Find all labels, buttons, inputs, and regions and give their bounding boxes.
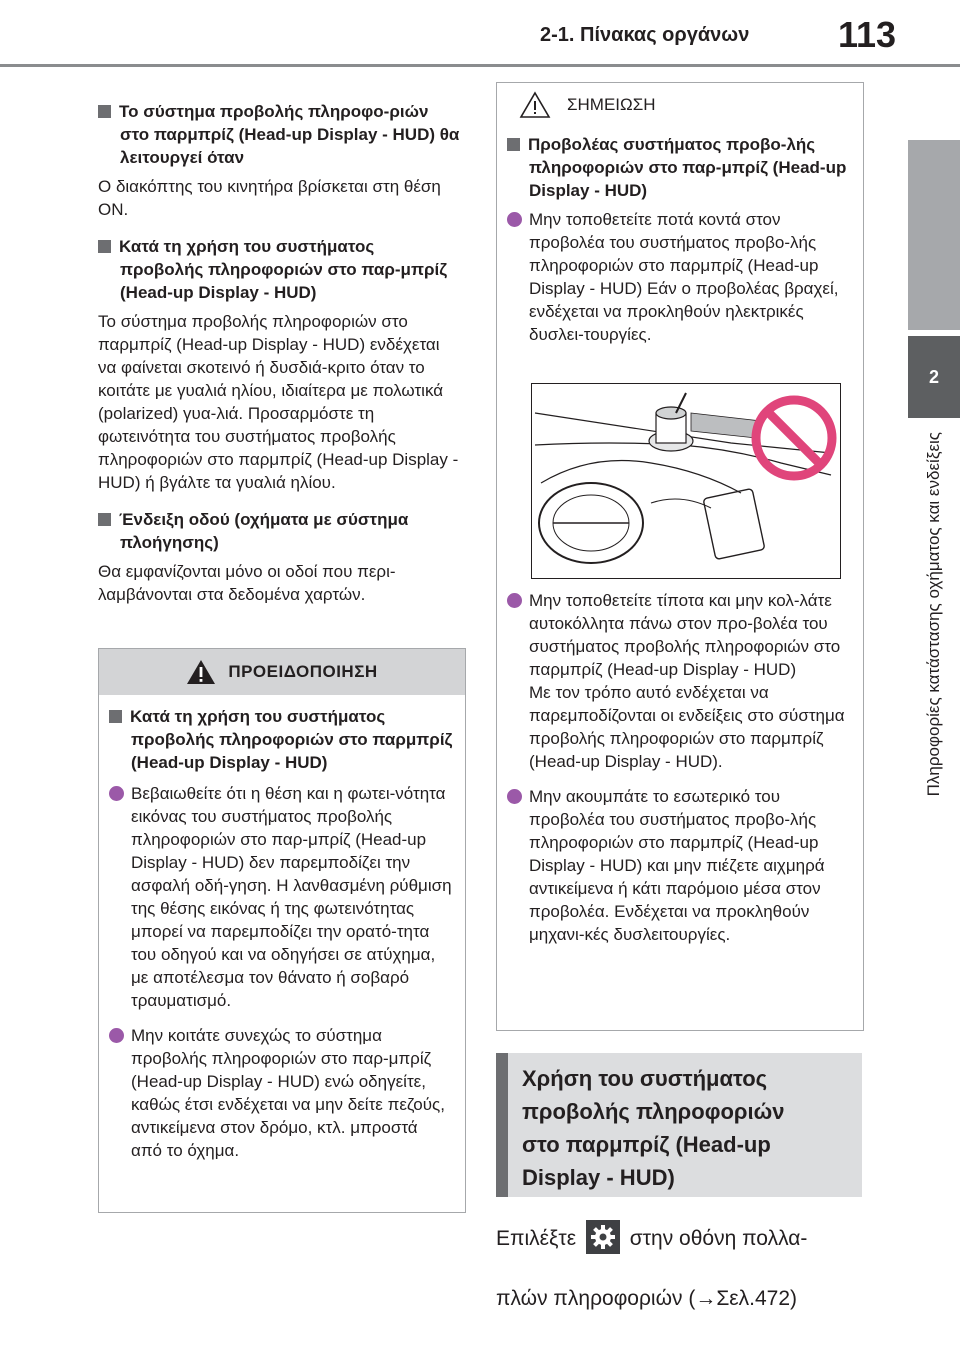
round-bullet-icon bbox=[507, 212, 522, 227]
note-bullet: Μην ακουμπάτε το εσωτερικό του προβολέα του συστήματος προβο-λής πληροφοριών στο παρμπρίζ (Head-up Display - HUD) και μην πιέζετε αιχμηρά αντικείμενα ή κάτι παρόμοιο μέσα στον προβολέα. Ενδέχεται να προκληθούν μηχανι-κές δυσλειτουργίες. bbox=[507, 785, 853, 946]
square-bullet-icon bbox=[98, 105, 111, 118]
chapter-tab-title: Πληροφορίες κατάστασης οχήματος και ενδείξεις bbox=[924, 432, 943, 797]
caution-outline-icon bbox=[519, 91, 551, 119]
section-heading: Χρήση του συστήματος προβολής πληροφοριών στο παρμπρίζ (Head-up Display - HUD) bbox=[496, 1053, 862, 1197]
subsection-heading: Το σύστημα προβολής πληροφο-ριών στο παρμπρίζ (Head-up Display - HUD) θα λειτουργεί όταν bbox=[98, 100, 462, 169]
settings-gear-icon bbox=[586, 1220, 620, 1254]
round-bullet-icon bbox=[109, 786, 124, 801]
warning-bullet: Μην κοιτάτε συνεχώς το σύστημα προβολής πληροφοριών στο παρ-μπρίζ (Head-up Display - HUD) ενώ οδηγείτε, καθώς έτσι ενδέχεται να μην δείτε πεζούς, αντικείμενα στον δρόμο, κτλ. μπροστά από το όχημα. bbox=[109, 1024, 453, 1162]
left-column bbox=[98, 100, 462, 620]
note-header: ΣΗΜΕΙΩΣΗ bbox=[497, 83, 863, 127]
warning-box bbox=[98, 648, 466, 1213]
note-bullet-continuation: Με τον τρόπο αυτό ενδέχεται να παρεμποδίζονται οι ενδείξεις στο σύστημα προβολής πληροφοριών στο παρμπρίζ (Head-up Display - HUD). bbox=[529, 683, 845, 771]
square-bullet-icon bbox=[98, 240, 111, 253]
chapter-tab-number: 2 bbox=[908, 336, 960, 418]
page-reference-link[interactable]: Σελ.472) bbox=[716, 1287, 798, 1310]
hud-projector-illustration bbox=[531, 383, 841, 579]
arrow-reference-icon: → bbox=[695, 1287, 717, 1310]
instruction-text: Επιλέξτε στην οθόνη πολλα- πλών πληροφοριών (→Σελ.472) bbox=[496, 1214, 896, 1324]
note-bullet: Μην τοποθετείτε τίποτα και μην κολ-λάτε αυτοκόλλητα πάνω στον προ-βολέα του συστήματος προβολής πληροφοριών στο παρμπρίζ (Head-up Display - HUD) bbox=[507, 589, 853, 681]
body-text: Θα εμφανίζονται μόνο οι οδοί που περι-λαμβάνονται στα δεδομένα χαρτών. bbox=[98, 562, 396, 604]
warning-header: ΠΡΟΕΙΔΟΠΟΙΗΣΗ bbox=[99, 649, 465, 695]
header-divider bbox=[0, 64, 960, 67]
warning-triangle-icon bbox=[186, 659, 216, 685]
note-box bbox=[496, 82, 864, 1031]
square-bullet-icon bbox=[507, 138, 520, 151]
round-bullet-icon bbox=[507, 789, 522, 804]
note-bullet: Μην τοποθετείτε ποτά κοντά στον προβολέα του συστήματος προβο-λής πληροφοριών στο παρμπρίζ (Head-up Display - HUD) Εάν ο προβολέας βραχεί, ενδέχεται να προκληθούν ηλεκτρικές δυσλει-τουργίες. bbox=[507, 208, 851, 346]
subsection-heading: Ένδειξη οδού (οχήματα με σύστημα πλοήγησης) bbox=[98, 508, 462, 554]
page-number: 113 bbox=[838, 14, 897, 55]
square-bullet-icon bbox=[98, 513, 111, 526]
note-heading: Προβολέας συστήματος προβο-λής πληροφοριών στο παρ-μπρίζ (Head-up Display - HUD) bbox=[507, 133, 851, 202]
warning-bullet: Βεβαιωθείτε ότι η θέση και η φωτει-νότητα εικόνας του συστήματος προβολής πληροφοριών στο παρ-μπρίζ (Head-up Display - HUD) δεν παρεμποδίζει την ασφαλή οδή-γηση. Η λανθασμένη ρύθμιση της θέσης εικόνας ή της φωτεινότητας μπορεί να παρεμποδίζει την ορατό-τητα του οδηγού και να οδηγήσει σε ατύχημα, με αποτέλεσμα τον θάνατο ή σοβαρό τραυματισμό. bbox=[109, 782, 453, 1012]
warning-heading: Κατά τη χρήση του συστήματος προβολής πληροφοριών στο παρμπρίζ (Head-up Display - HUD) bbox=[109, 705, 453, 774]
body-text: Το σύστημα προβολής πληροφοριών στο παρμπρίζ (Head-up Display - HUD) ενδέχεται να φαίνεται σκοτεινό ή δυσδιά-κριτο όταν το κοιτάτε με γυαλιά ηλίου, ιδιαίτερα με πολωτικά (polarized) γυα-λιά. Προσαρμόστε τη φωτεινότητα του συστήματος προβολής πληροφοριών στο παρμπρίζ (Head-up Display - HUD) ή βγάλτε τα γυαλιά ηλίου. bbox=[98, 312, 459, 492]
section-title: 2-1. Πίνακας οργάνων bbox=[540, 24, 750, 46]
subsection-heading: Κατά τη χρήση του συστήματος προβολής πληροφοριών στο παρ-μπρίζ (Head-up Display - HUD) bbox=[98, 235, 462, 304]
body-text: Ο διακόπτης του κινητήρα βρίσκεται στη θέση ON. bbox=[98, 177, 441, 219]
round-bullet-icon bbox=[109, 1028, 124, 1043]
square-bullet-icon bbox=[109, 710, 122, 723]
round-bullet-icon bbox=[507, 593, 522, 608]
side-tab-upper bbox=[908, 140, 960, 330]
